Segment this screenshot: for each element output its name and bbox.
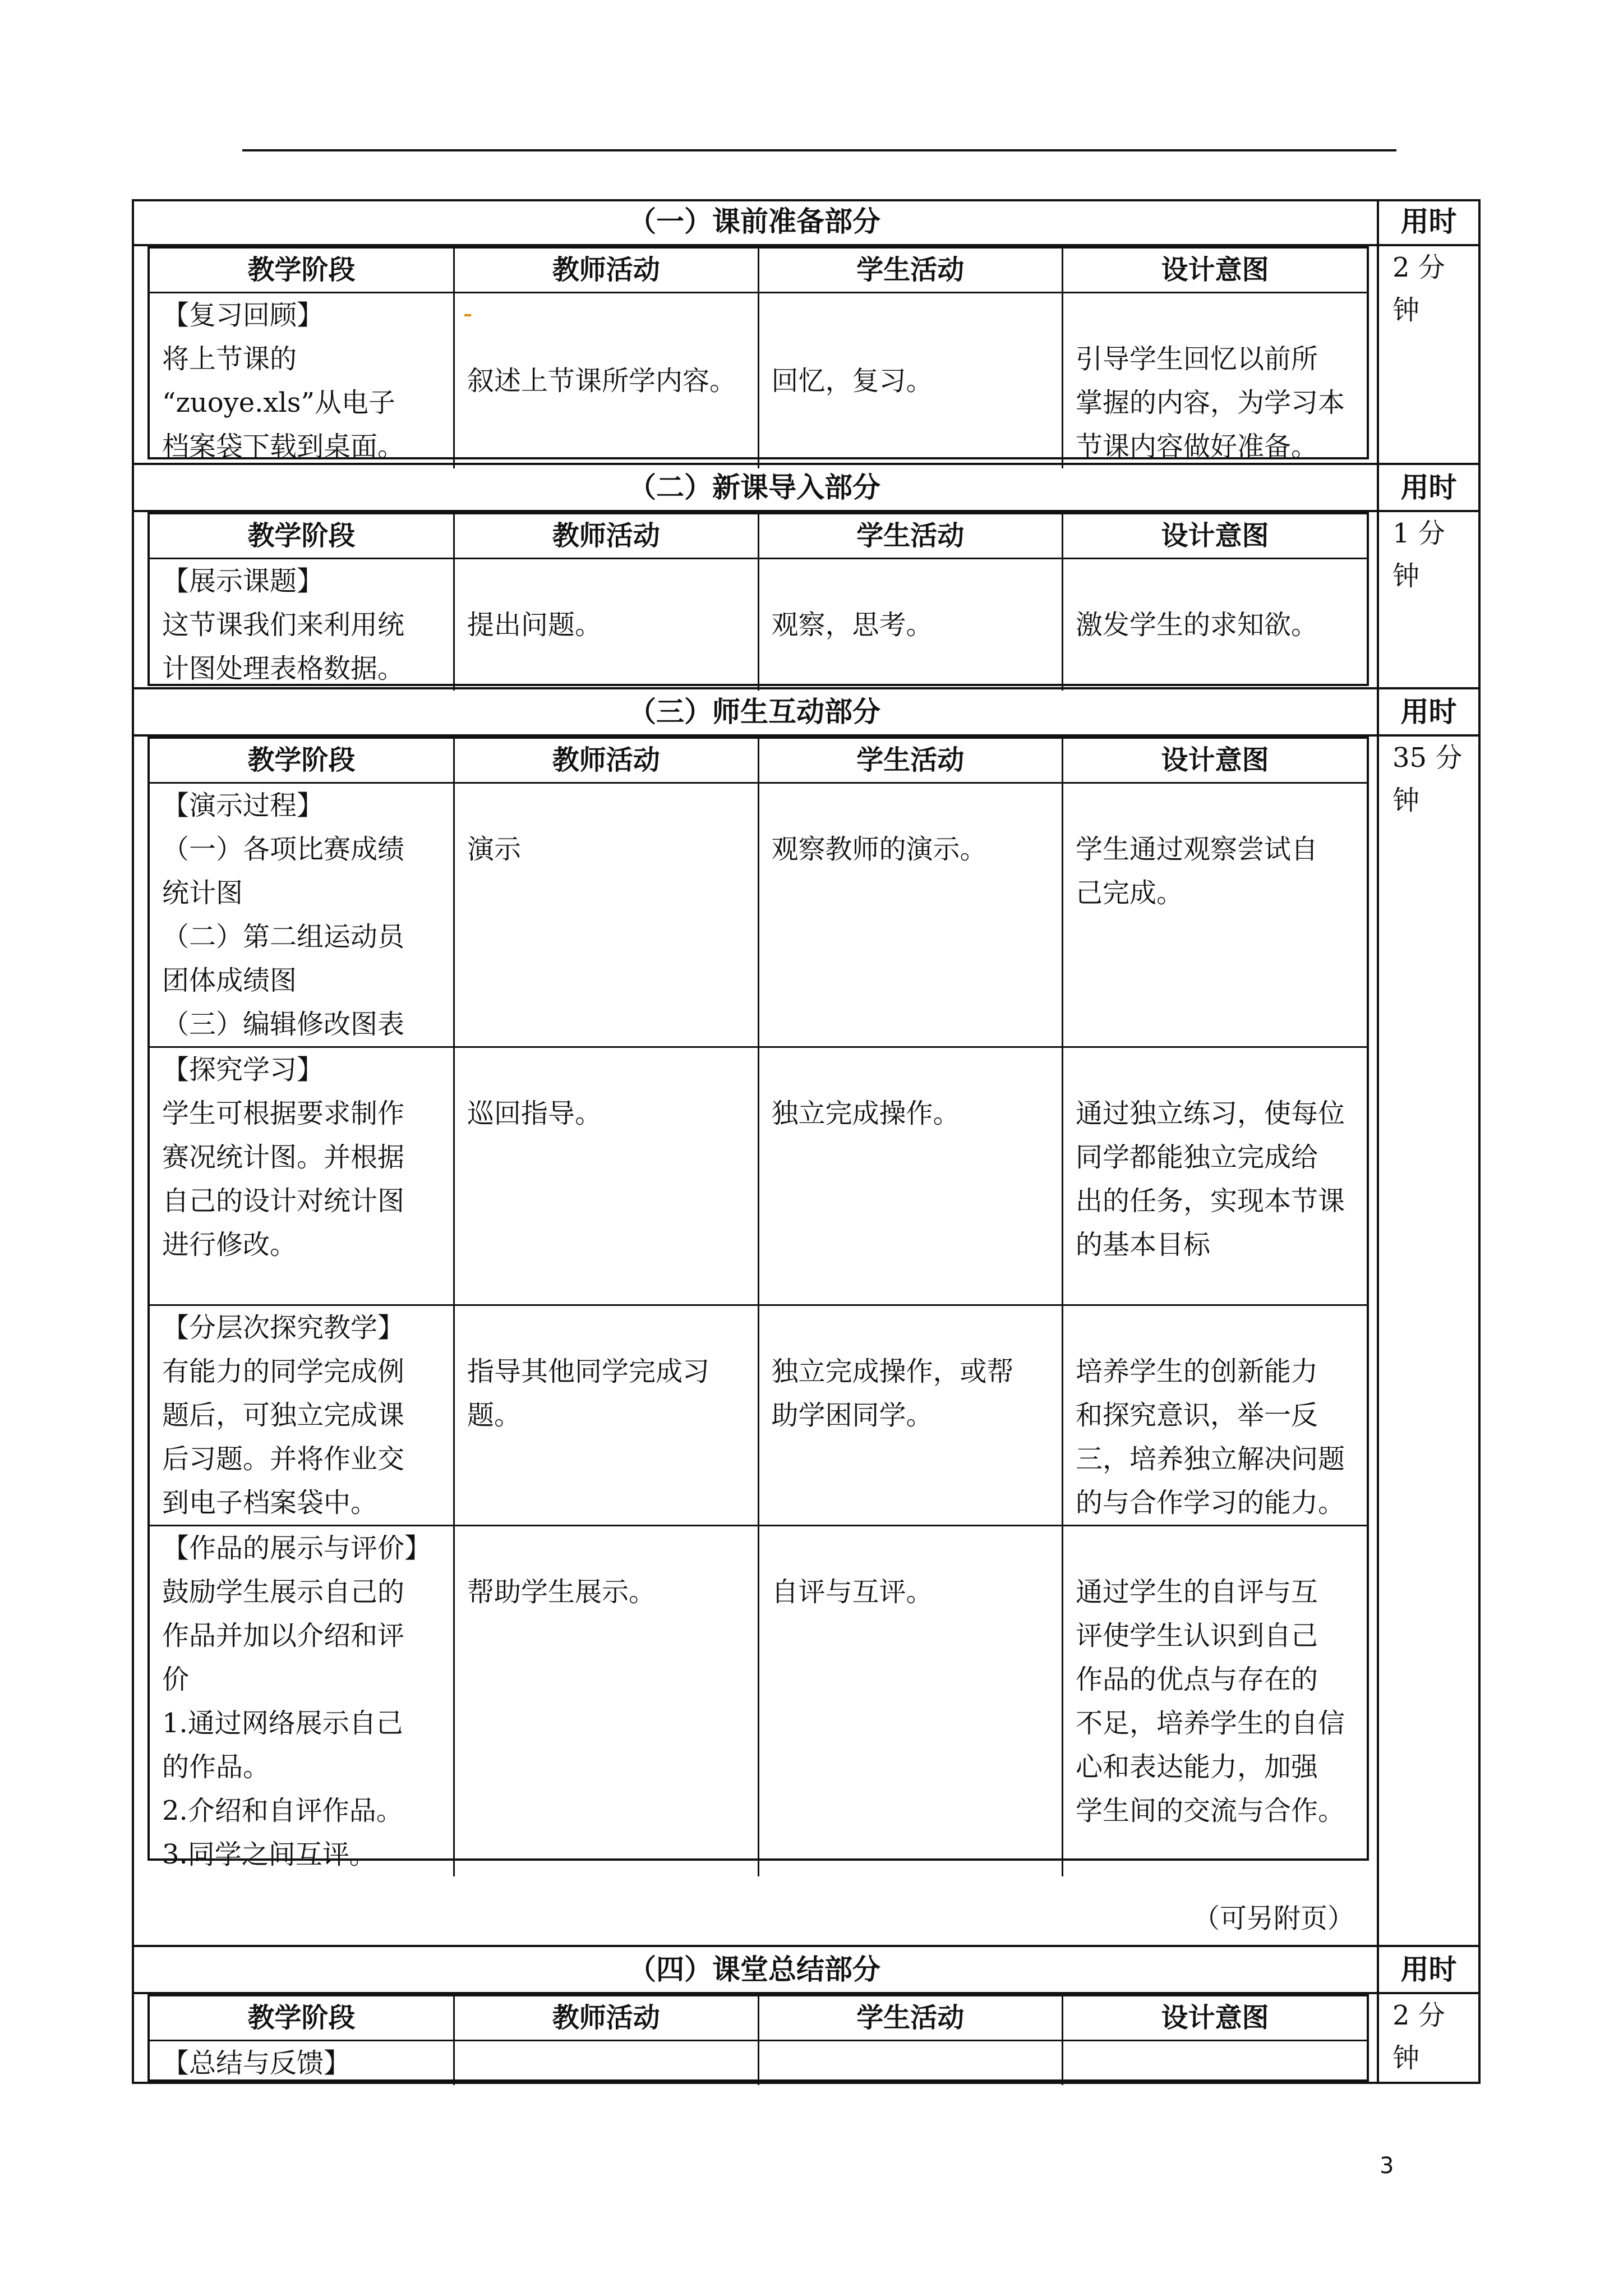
teacher-cell bbox=[454, 2040, 759, 2085]
col-header-student: 学生活动 bbox=[758, 514, 1063, 558]
intent-cell bbox=[1063, 2040, 1367, 2085]
student-text: 独立完成操作。 bbox=[771, 1097, 960, 1129]
col-header-intent: 设计意图 bbox=[1063, 1996, 1367, 2040]
stage-line: 【作品的展示与评价】 bbox=[162, 1532, 432, 1564]
intent-cell bbox=[1063, 292, 1367, 468]
stage-cell bbox=[150, 783, 454, 1047]
intent-line: 学生间的交流与合作。 bbox=[1076, 1795, 1345, 1826]
section-1-title: （一）课前准备部分 bbox=[628, 205, 880, 238]
intent-line: 的基本目标 bbox=[1076, 1228, 1211, 1260]
teacher-text: 帮助学生展示。 bbox=[467, 1576, 656, 1608]
col-header-teacher: 教师活动 bbox=[454, 1996, 759, 2040]
intent-line: 心和表达能力，加强 bbox=[1076, 1751, 1318, 1783]
intent-line: 三，培养独立解决问题 bbox=[1076, 1443, 1345, 1475]
intent-cell bbox=[1063, 558, 1367, 691]
col-header-intent: 设计意图 bbox=[1063, 249, 1367, 292]
table-row bbox=[150, 292, 1367, 468]
teacher-text: 演示 bbox=[467, 833, 522, 865]
intent-cell bbox=[1063, 783, 1367, 1047]
student-text: 自评与互评。 bbox=[771, 1576, 933, 1608]
stage-line: 【分层次探究教学】 bbox=[162, 1312, 405, 1343]
intent-line: 培养学生的创新能力 bbox=[1076, 1355, 1318, 1387]
student-cell bbox=[758, 292, 1063, 468]
col-header-stage: 教学阶段 bbox=[150, 739, 454, 783]
table-row bbox=[150, 1305, 1367, 1525]
stage-line: 到电子档案袋中。 bbox=[162, 1487, 378, 1519]
teacher-cell bbox=[454, 1525, 759, 1876]
table-row bbox=[150, 558, 1367, 691]
col-header-student: 学生活动 bbox=[758, 1996, 1063, 2040]
table-row bbox=[150, 1525, 1367, 1876]
stage-cell bbox=[150, 1047, 454, 1305]
section-2-time: 1 分钟 bbox=[1393, 518, 1445, 592]
stage-line: 【演示过程】 bbox=[162, 789, 324, 821]
col-header-stage: 教学阶段 bbox=[150, 514, 454, 558]
col-header-intent: 设计意图 bbox=[1063, 739, 1367, 783]
student-cell bbox=[758, 1047, 1063, 1305]
stage-line: 团体成绩图 bbox=[162, 964, 297, 996]
stage-cell bbox=[150, 1305, 454, 1525]
stage-line: （二）第二组运动员 bbox=[162, 921, 405, 953]
section-3-time-header: 用时 bbox=[1400, 695, 1457, 728]
intent-line: 的与合作学习的能力。 bbox=[1076, 1487, 1345, 1519]
lesson-plan-table bbox=[132, 199, 1481, 2084]
stage-line: 自己的设计对统计图 bbox=[162, 1185, 405, 1217]
student-cell bbox=[758, 1305, 1063, 1525]
section-1-table bbox=[147, 246, 1369, 462]
stage-line: 将上节课的 bbox=[162, 343, 297, 375]
col-header-teacher: 教师活动 bbox=[454, 249, 759, 292]
intent-line: 出的任务，实现本节课 bbox=[1076, 1185, 1345, 1217]
intent-line: 和探究意识，举一反 bbox=[1076, 1399, 1318, 1431]
intent-line: 作品的优点与存在的 bbox=[1076, 1663, 1318, 1695]
col-header-intent: 设计意图 bbox=[1063, 514, 1367, 558]
stage-line: 学生可根据要求制作 bbox=[162, 1097, 405, 1129]
student-text: 回忆，复习。 bbox=[771, 365, 933, 397]
section-3-header bbox=[132, 689, 1481, 737]
section-3-title: （三）师生互动部分 bbox=[628, 695, 880, 728]
student-line: 独立完成操作，或帮 bbox=[771, 1355, 1014, 1387]
student-cell bbox=[758, 2040, 1063, 2085]
intent-line: 引导学生回忆以前所 bbox=[1076, 343, 1318, 375]
page-number: 3 bbox=[1380, 2153, 1394, 2179]
col-header-stage: 教学阶段 bbox=[150, 249, 454, 292]
stage-line: 计图处理表格数据。 bbox=[162, 652, 405, 684]
section-2-header bbox=[132, 465, 1481, 512]
intent-line: 激发学生的求知欲。 bbox=[1076, 609, 1318, 641]
stage-line: 这节课我们来利用统 bbox=[162, 609, 405, 641]
col-header-teacher: 教师活动 bbox=[454, 514, 759, 558]
col-header-stage: 教学阶段 bbox=[150, 1996, 454, 2040]
stage-line: 3.同学之间互评。 bbox=[162, 1838, 376, 1870]
col-header-teacher: 教师活动 bbox=[454, 739, 759, 783]
stage-line: （三）编辑修改图表 bbox=[162, 1008, 405, 1040]
intent-line: 评使学生认识到自己 bbox=[1076, 1619, 1318, 1651]
stage-line: 档案袋下载到桌面。 bbox=[162, 430, 405, 462]
stray-mark bbox=[464, 314, 471, 316]
teacher-text: 叙述上节课所学内容。 bbox=[467, 365, 737, 397]
stage-line: 价 bbox=[162, 1663, 190, 1695]
stage-cell bbox=[150, 292, 454, 468]
student-text: 观察教师的演示。 bbox=[771, 833, 987, 865]
table-row bbox=[150, 1047, 1367, 1305]
intent-line: 己完成。 bbox=[1076, 877, 1184, 909]
intent-cell bbox=[1063, 1525, 1367, 1876]
table-row bbox=[150, 783, 1367, 1047]
stage-cell bbox=[150, 558, 454, 691]
stage-line: “zuoye.xls”从电子 bbox=[162, 386, 396, 418]
teacher-cell bbox=[454, 292, 759, 468]
teacher-cell bbox=[454, 783, 759, 1047]
continue-note: （可另附页） bbox=[1192, 1903, 1354, 1934]
section-1-time: 2 分钟 bbox=[1393, 252, 1445, 326]
stage-line: 2.介绍和自评作品。 bbox=[162, 1795, 403, 1826]
intent-cell bbox=[1063, 1047, 1367, 1305]
section-4-header bbox=[132, 1947, 1481, 1994]
stage-line: 统计图 bbox=[162, 877, 243, 909]
section-4-title: （四）课堂总结部分 bbox=[628, 1953, 880, 1986]
teacher-cell bbox=[454, 1305, 759, 1525]
stage-line: 的作品。 bbox=[162, 1751, 270, 1783]
teacher-cell bbox=[454, 1047, 759, 1305]
stage-line: （一）各项比赛成绩 bbox=[162, 833, 405, 865]
section-1-header bbox=[132, 199, 1481, 246]
stage-line: 后习题。并将作业交 bbox=[162, 1443, 405, 1475]
stage-line: 有能力的同学完成例 bbox=[162, 1355, 405, 1387]
teacher-text: 巡回指导。 bbox=[467, 1097, 602, 1129]
stage-line: 【复习回顾】 bbox=[162, 299, 324, 331]
section-2-title: （二）新课导入部分 bbox=[628, 471, 880, 504]
stage-line: 进行修改。 bbox=[162, 1228, 297, 1260]
stage-line: 题后，可独立完成课 bbox=[162, 1399, 405, 1431]
section-2-table bbox=[147, 512, 1369, 686]
student-cell bbox=[758, 1525, 1063, 1876]
intent-line: 学生通过观察尝试自 bbox=[1076, 833, 1318, 865]
header-rule bbox=[242, 149, 1396, 151]
intent-line: 同学都能独立完成给 bbox=[1076, 1141, 1318, 1173]
stage-line: 【展示课题】 bbox=[162, 565, 324, 597]
teacher-cell bbox=[454, 558, 759, 691]
section-4-time: 2 分钟 bbox=[1393, 2000, 1445, 2074]
section-4-time-header: 用时 bbox=[1400, 1953, 1457, 1986]
teacher-text: 提出问题。 bbox=[467, 609, 602, 641]
student-cell bbox=[758, 558, 1063, 691]
stage-cell bbox=[150, 1525, 454, 1876]
stage-line: 【总结与反馈】 bbox=[162, 2047, 351, 2079]
intent-line: 不足，培养学生的自信 bbox=[1076, 1707, 1345, 1739]
section-3-time: 35 分钟 bbox=[1393, 742, 1463, 816]
intent-line: 通过独立练习，使每位 bbox=[1076, 1097, 1345, 1129]
stage-line: 赛况统计图。并根据 bbox=[162, 1141, 405, 1173]
stage-line: 【探究学习】 bbox=[162, 1053, 324, 1085]
student-line: 助学困同学。 bbox=[771, 1399, 933, 1431]
col-header-student: 学生活动 bbox=[758, 739, 1063, 783]
intent-line: 掌握的内容，为学习本 bbox=[1076, 386, 1345, 418]
stage-line: 鼓励学生展示自己的 bbox=[162, 1576, 405, 1608]
student-cell bbox=[758, 783, 1063, 1047]
table-row bbox=[150, 2040, 1367, 2085]
teacher-line: 题。 bbox=[467, 1399, 522, 1431]
section-1-time-header: 用时 bbox=[1400, 205, 1457, 238]
col-header-student: 学生活动 bbox=[758, 249, 1063, 292]
stage-line: 作品并加以介绍和评 bbox=[162, 1619, 405, 1651]
stage-line: 1.通过网络展示自己 bbox=[162, 1707, 403, 1739]
intent-cell bbox=[1063, 1305, 1367, 1525]
section-2-time-header: 用时 bbox=[1400, 471, 1457, 504]
section-3-table bbox=[147, 737, 1369, 1870]
stage-cell bbox=[150, 2040, 454, 2085]
intent-line: 通过学生的自评与互 bbox=[1076, 1576, 1318, 1608]
student-text: 观察，思考。 bbox=[771, 609, 933, 641]
intent-line: 节课内容做好准备。 bbox=[1076, 430, 1318, 462]
section-4-table bbox=[147, 1994, 1369, 2082]
teacher-line: 指导其他同学完成习 bbox=[467, 1355, 710, 1387]
